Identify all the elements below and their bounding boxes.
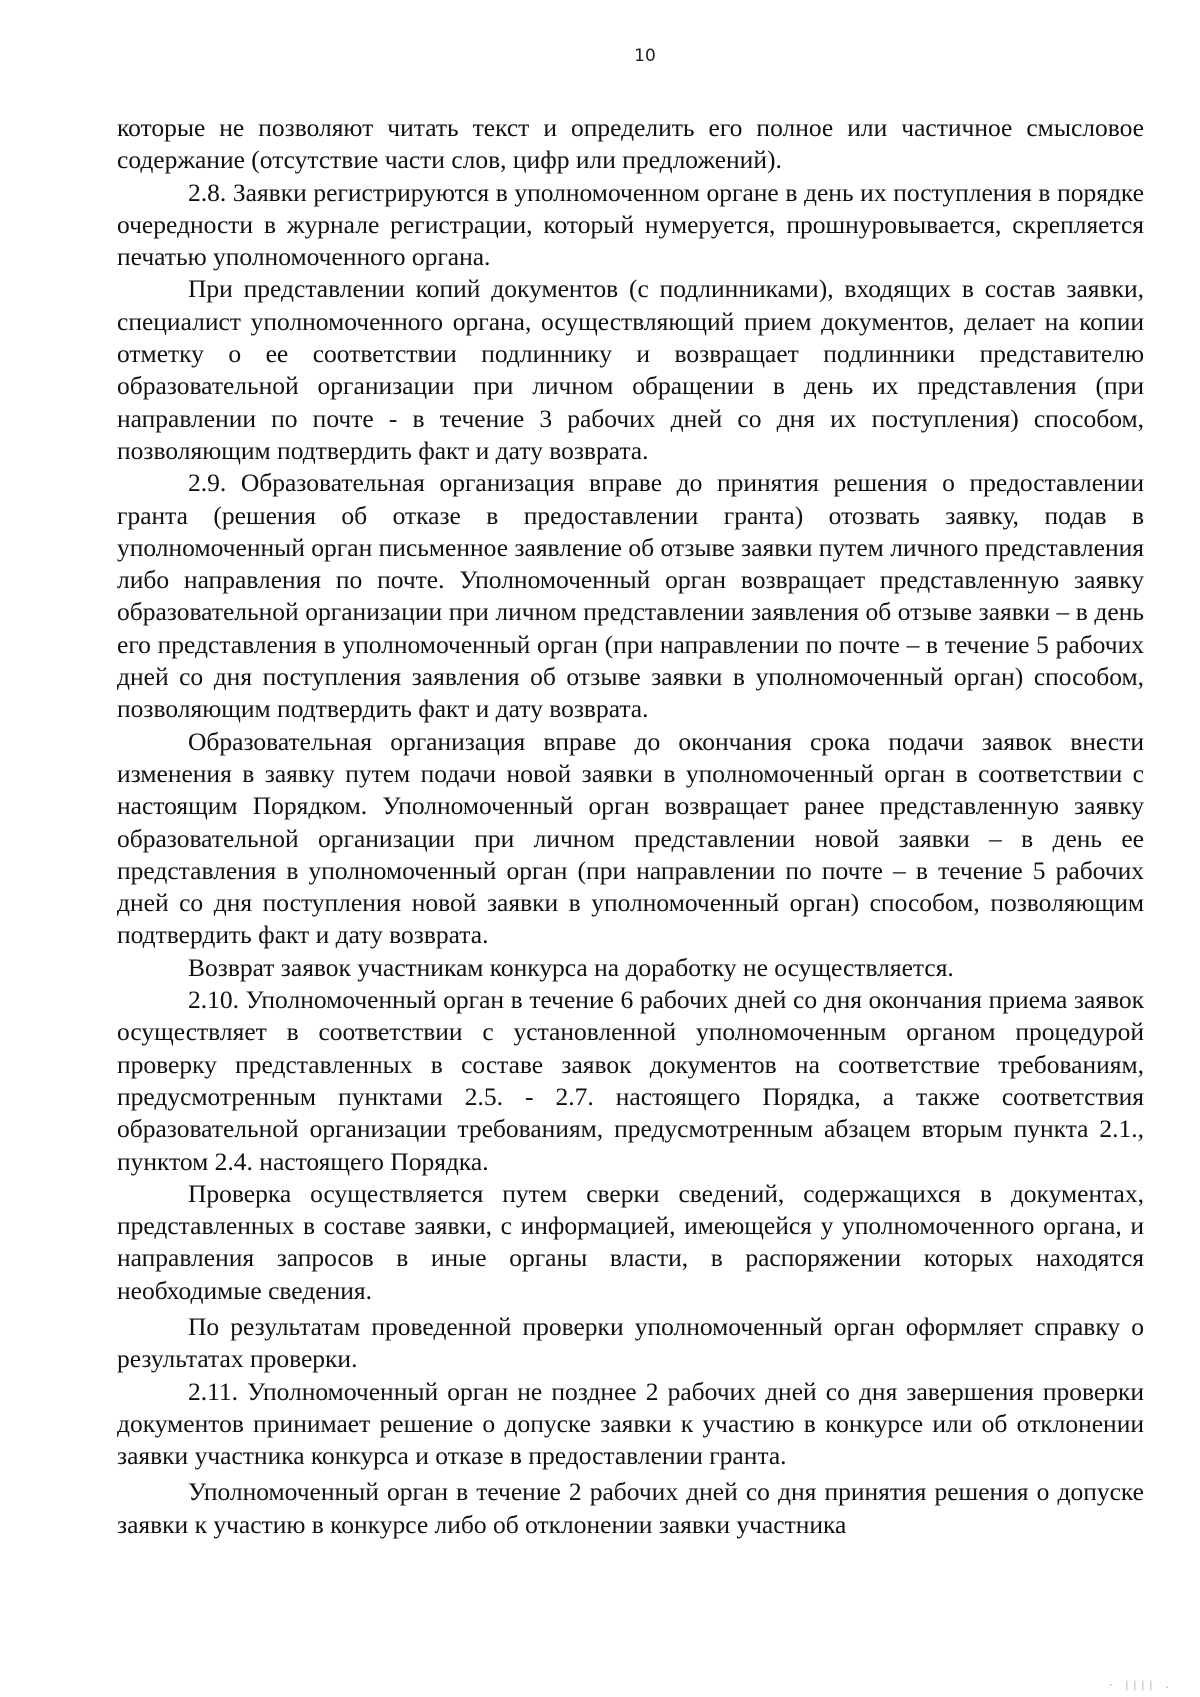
paragraph-changes: Образовательная организация вправе до окончания срока подачи заявок внести изменения в заявку путем подачи новой заявки в уполномоченный орган в соответствии с настоящим Порядком. Уполномоченный орган возвращает ранее представленную заявку образовательной организации при личном представлении новой заявки – в день ее представления в уполномоченный орган (при направлении по почте – в течение 5 рабочих дней со дня поступления новой заявки в уполномоченный орган) способом, позволяющим подтвердить факт и дату возврата. [117, 726, 1144, 950]
paragraph-2-9: 2.9. Образовательная организация вправе до принятия решения о предоставлении гранта (решения об отказе в предоставлении гранта) отозвать заявку, подав в уполномоченный орган письменное заявление об отзыве заявки путем личного представления либо направления по почте. Уполномоченный орган возвращает представленную заявку образовательной организации при личном представлении заявления об отзыве заявки – в день его представления в уполномоченный орган (при направлении по почте – в течение 5 рабочих дней со дня поступления заявления об отзыве заявки в уполномоченный орган) способом, позволяющим подтвердить факт и дату возврата. [117, 468, 1144, 724]
page-number: 10 [634, 46, 656, 66]
paragraph-2-8: 2.8. Заявки регистрируются в уполномоченном органе в день их поступления в порядке очередности в журнале регистрации, который нумеруется, прошнуровывается, скрепляется печатью уполномоченного органа. [117, 177, 1144, 272]
paragraph-copies: При представлении копий документов (с подлинниками), входящих в состав заявки, специалист уполномоченного органа, осуществляющий прием документов, делает на копии отметку о ее соответствии подлиннику и возвращает подлинники представителю образовательной организации при личном обращении в день их представления (при направлении по почте - в течение 3 рабочих дней со дня их поступления) способом, позволяющим подтвердить факт и дату возврата. [117, 274, 1144, 465]
paragraph-no-return: Возврат заявок участникам конкурса на доработку не осуществляется. [188, 952, 954, 982]
paragraph-2-11: 2.11. Уполномоченный орган не позднее 2 рабочих дней со дня завершения проверки документов принимает решение о допуске заявки к участию в конкурсе или об отклонении заявки участника конкурса и отказе в предоставлении гранта. [117, 1376, 1144, 1471]
paragraph-decision-notice: Уполномоченный орган в течение 2 рабочих дней со дня принятия решения о допуске заявки к участию в конкурсе либо об отклонении заявки участника [117, 1477, 1144, 1539]
paragraph-report: По результатам проведенной проверки уполномоченный орган оформляет справку о результатах проверки. [117, 1311, 1144, 1374]
scan-artifact: · |||| . [1107, 1680, 1172, 1691]
paragraph-continuation: которые не позволяют читать текст и определить его полное или частичное смысловое содержание (отсутствие части слов, цифр или предложений). [117, 113, 1144, 175]
paragraph-2-10: 2.10. Уполномоченный орган в течение 6 рабочих дней со дня окончания приема заявок осуществляет в соответствии с установленной уполномоченным органом процедурой проверку представленных в составе заявок документов на соответствие требованиям, предусмотренным пунктами 2.5. - 2.7. настоящего Порядка, а также соответствия образовательной организации требованиям, предусмотренным абзацем вторым пункта 2.1., пунктом 2.4. настоящего Порядка. [117, 985, 1144, 1176]
document-body [117, 112, 1144, 1541]
paragraph-verification: Проверка осуществляется путем сверки сведений, содержащихся в документах, представленных в составе заявки, с информацией, имеющейся у уполномоченного органа, и направления запросов в иные органы власти, в распоряжении которых находятся необходимые сведения. [117, 1178, 1144, 1305]
